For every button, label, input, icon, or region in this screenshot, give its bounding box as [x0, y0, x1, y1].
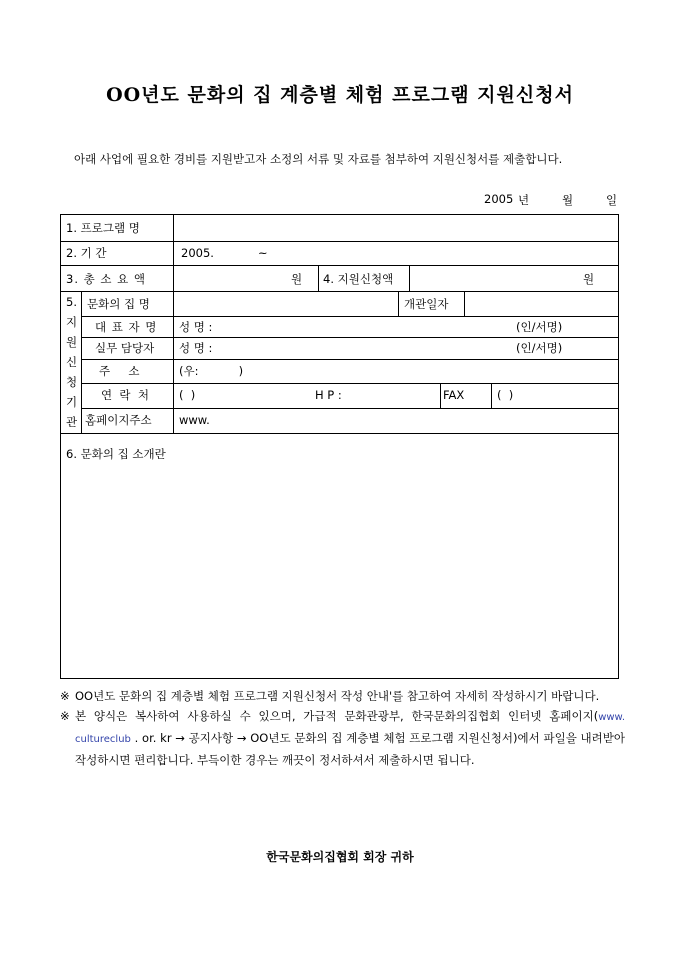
request-amount-unit: 원 [583, 272, 595, 286]
homepage-label: 홈페이지주소 [85, 413, 152, 427]
phone-value: ( ) [179, 388, 196, 402]
contact-label: 연 락 처 [101, 388, 149, 402]
period-tilde: ~ [258, 246, 268, 260]
period-label: 2. 기 간 [66, 246, 107, 260]
request-amount-label: 4. 지원신청액 [323, 272, 394, 286]
footer-addressee: 한국문화의집협회 회장 귀하 [266, 850, 414, 864]
application-form-table [60, 214, 619, 679]
address-value: (우: ) [179, 364, 244, 378]
total-amount-label: 3. 총 소 요 액 [66, 272, 147, 286]
note-mark: ※ [60, 709, 70, 723]
house-name-label: 문화의 집 명 [87, 297, 150, 311]
org-side-label-2: 원 [66, 335, 78, 349]
fax-label: FAX [443, 388, 465, 402]
staff-signature: (인/서명) [516, 341, 563, 355]
homepage-value: www. [179, 413, 210, 427]
org-side-label-5: 기 [66, 395, 78, 409]
representative-label: 대 표 자 명 [95, 320, 158, 334]
date-year-unit: 년 [518, 193, 530, 207]
staff-label: 실무 담당자 [95, 341, 155, 355]
note-2-url[interactable]: www. cultureclub [75, 712, 625, 745]
notes-section [60, 686, 625, 770]
org-side-label-1: 지 [66, 315, 78, 329]
total-amount-unit: 원 [291, 272, 303, 286]
hp-label: H P : [315, 388, 342, 402]
note-2-text-b: . or. kr → 공지사항 → OO년도 문화의 집 계층별 체험 프로그램 지원신청서)에서 파일을 내려받아 작성하시면 편리합니다. 부득이한 경우는 깨끗이 정서하셔서 제출하시면 됩니다. [75, 731, 625, 767]
note-1-text: OO년도 문화의 집 계층별 체험 프로그램 지원신청서 작성 안내'를 참고하여 자세히 작성하시기 바랍니다. [75, 689, 600, 703]
date-day-unit: 일 [606, 193, 618, 207]
program-name-label: 1. 프로그램 명 [66, 221, 140, 235]
date-month-unit: 월 [562, 193, 574, 207]
org-side-label-4: 청 [66, 375, 78, 389]
intro-paragraph: 아래 사업에 필요한 경비를 지원받고자 소정의 서류 및 자료를 첨부하여 지원신청서를 제출합니다. [74, 152, 563, 166]
fax-value: ( ) [497, 388, 514, 402]
org-side-label-6: 관 [66, 415, 78, 429]
representative-signature: (인/서명) [516, 320, 563, 334]
address-label: 주 소 [99, 364, 140, 378]
period-value: 2005. [181, 246, 214, 260]
org-side-label-0: 5. [66, 295, 77, 309]
date-year: 2005 [484, 192, 514, 206]
page-title: OO년도 문화의 집 계층별 체험 프로그램 지원신청서 [106, 84, 574, 106]
note-2-text-a: 본 양식은 복사하여 사용하실 수 있으며, 가급적 문화관광부, 한국문화의집협회 인터넷 홈페이지( [75, 709, 599, 723]
staff-name: 성 명 : [179, 341, 213, 355]
house-intro-label: 6. 문화의 집 소개란 [66, 447, 166, 461]
opening-date-label: 개관일자 [404, 297, 449, 311]
note-mark: ※ [60, 689, 70, 703]
note-1 [60, 686, 625, 706]
note-2 [60, 706, 625, 770]
representative-name: 성 명 : [179, 320, 213, 334]
org-side-label-3: 신 [66, 355, 78, 369]
